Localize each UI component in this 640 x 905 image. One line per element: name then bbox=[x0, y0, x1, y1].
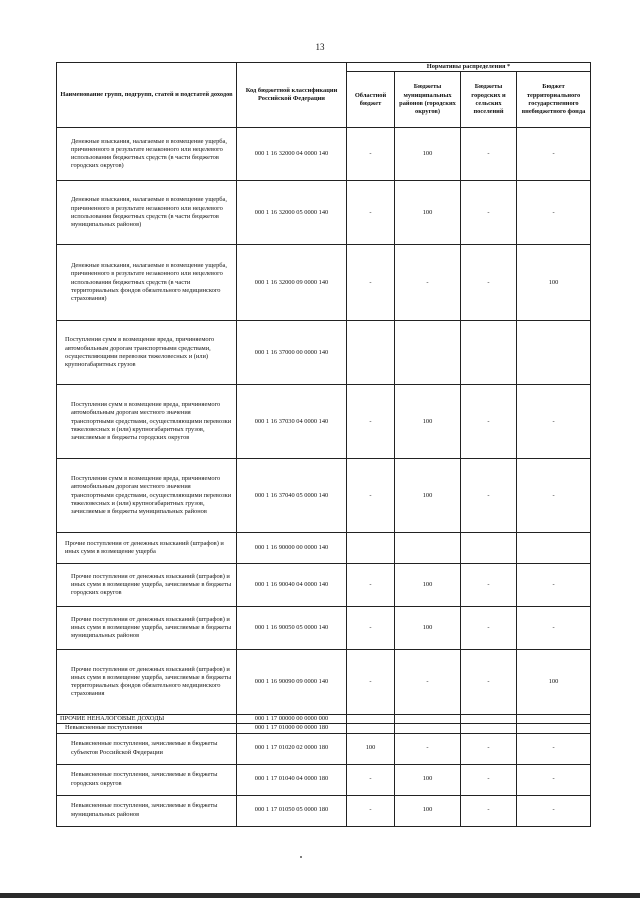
row-fund: - bbox=[517, 128, 591, 181]
row-fund: - bbox=[517, 564, 591, 607]
row-municipal: - bbox=[395, 245, 461, 321]
row-name: Невыясненные поступления bbox=[57, 724, 237, 733]
table-row bbox=[57, 607, 591, 650]
row-municipal bbox=[395, 533, 461, 564]
row-code: 000 1 16 37000 00 0000 140 bbox=[237, 321, 347, 385]
row-regional: - bbox=[347, 385, 395, 459]
table-row bbox=[57, 128, 591, 181]
row-municipal: 100 bbox=[395, 385, 461, 459]
row-municipal: 100 bbox=[395, 564, 461, 607]
row-fund: - bbox=[517, 733, 591, 764]
row-name: Прочие поступления от денежных взысканий (штрафов) и иных сумм в возмещение ущерба, зачисляемые в бюджеты муниципальных районов bbox=[57, 607, 237, 650]
row-name: ПРОЧИЕ НЕНАЛОГОВЫЕ ДОХОДЫ bbox=[57, 715, 237, 724]
row-name: Поступления сумм в возмещение вреда, причиняемого автомобильным дорогам местного значения транспортными средствами, осуществляющими перевозки тяжеловесных и (или) крупногабаритных грузов, зачисляемые в бюджеты муниципальных районов bbox=[57, 459, 237, 533]
row-code: 000 1 16 90000 00 0000 140 bbox=[237, 533, 347, 564]
table-row bbox=[57, 764, 591, 795]
row-regional bbox=[347, 715, 395, 724]
row-code: 000 1 17 00000 00 0000 000 bbox=[237, 715, 347, 724]
table-row bbox=[57, 724, 591, 733]
row-regional: - bbox=[347, 245, 395, 321]
row-name: Денежные взыскания, налагаемые в возмещение ущерба, причиненного в результате незаконного или нецелевого использования бюджетных средств (в части территориальных фондов обязательного медицинского страхования) bbox=[57, 245, 237, 321]
row-fund bbox=[517, 321, 591, 385]
row-fund: - bbox=[517, 181, 591, 245]
row-fund: - bbox=[517, 764, 591, 795]
row-name: Прочие поступления от денежных взысканий (штрафов) и иных сумм в возмещение ущерба, зачисляемые в бюджеты территориальных фондов обязательного медицинского страхования bbox=[57, 650, 237, 715]
row-municipal: 100 bbox=[395, 764, 461, 795]
row-fund: - bbox=[517, 459, 591, 533]
row-settlements: - bbox=[461, 564, 517, 607]
row-name: Денежные взыскания, налагаемые в возмещение ущерба, причиненного в результате незаконного или нецелевого использования бюджетных средств (в части бюджетов муниципальных районов) bbox=[57, 181, 237, 245]
row-code: 000 1 17 01040 04 0000 180 bbox=[237, 764, 347, 795]
row-regional: - bbox=[347, 128, 395, 181]
table-row bbox=[57, 533, 591, 564]
scan-bottom-edge bbox=[0, 893, 640, 898]
row-fund bbox=[517, 715, 591, 724]
row-code: 000 1 16 32000 04 0000 140 bbox=[237, 128, 347, 181]
row-fund: 100 bbox=[517, 650, 591, 715]
row-municipal: 100 bbox=[395, 128, 461, 181]
row-name: Денежные взыскания, налагаемые в возмещение ущерба, причиненного в результате незаконного или нецелевого использования бюджетных средств (в части бюджетов городских округов) bbox=[57, 128, 237, 181]
row-settlements: - bbox=[461, 245, 517, 321]
row-regional bbox=[347, 321, 395, 385]
header-name: Наименование групп, подгрупп, статей и подстатей доходов bbox=[57, 63, 237, 128]
row-code: 000 1 16 32000 09 0000 140 bbox=[237, 245, 347, 321]
row-fund bbox=[517, 533, 591, 564]
row-fund: - bbox=[517, 607, 591, 650]
row-code: 000 1 16 37040 05 0000 140 bbox=[237, 459, 347, 533]
row-fund: - bbox=[517, 795, 591, 826]
row-regional: - bbox=[347, 181, 395, 245]
row-municipal: - bbox=[395, 650, 461, 715]
row-code: 000 1 16 37030 04 0000 140 bbox=[237, 385, 347, 459]
row-settlements bbox=[461, 715, 517, 724]
table-row bbox=[57, 795, 591, 826]
row-municipal: 100 bbox=[395, 795, 461, 826]
table-row bbox=[57, 733, 591, 764]
header-regional: Областной бюджет bbox=[347, 72, 395, 128]
row-settlements: - bbox=[461, 795, 517, 826]
row-regional: - bbox=[347, 459, 395, 533]
row-settlements: - bbox=[461, 764, 517, 795]
row-settlements: - bbox=[461, 385, 517, 459]
row-settlements: - bbox=[461, 607, 517, 650]
row-regional: - bbox=[347, 650, 395, 715]
row-name: Невыясненные поступления, зачисляемые в бюджеты субъектов Российской Федерации bbox=[57, 733, 237, 764]
row-name: Невыясненные поступления, зачисляемые в бюджеты городских округов bbox=[57, 764, 237, 795]
row-fund bbox=[517, 724, 591, 733]
header-settlements: Бюджеты городских и сельских поселений bbox=[461, 72, 517, 128]
row-name: Поступления сумм в возмещение вреда, причиняемого автомобильным дорогам транспортными средствами, осуществляющими перевозки тяжеловесных и (или) крупногабаритных грузов bbox=[57, 321, 237, 385]
table-row bbox=[57, 650, 591, 715]
row-code: 000 1 16 90040 04 0000 140 bbox=[237, 564, 347, 607]
stray-dot bbox=[300, 856, 302, 858]
table-row bbox=[57, 181, 591, 245]
row-settlements: - bbox=[461, 733, 517, 764]
row-code: 000 1 17 01000 00 0000 180 bbox=[237, 724, 347, 733]
row-regional bbox=[347, 724, 395, 733]
row-regional bbox=[347, 533, 395, 564]
row-settlements: - bbox=[461, 128, 517, 181]
table-row bbox=[57, 459, 591, 533]
table-row bbox=[57, 245, 591, 321]
row-fund: - bbox=[517, 385, 591, 459]
page-number: 13 bbox=[315, 42, 325, 52]
revenue-distribution-table bbox=[56, 62, 591, 827]
row-code: 000 1 17 01020 02 0000 180 bbox=[237, 733, 347, 764]
row-municipal: - bbox=[395, 733, 461, 764]
row-settlements bbox=[461, 321, 517, 385]
table-row bbox=[57, 564, 591, 607]
row-settlements bbox=[461, 533, 517, 564]
row-settlements: - bbox=[461, 650, 517, 715]
row-name: Поступления сумм в возмещение вреда, причиняемого автомобильным дорогам местного значения транспортными средствами, осуществляющими перевозки тяжеловесных и (или) крупногабаритных грузов, зачисляемые в бюджеты городских округов bbox=[57, 385, 237, 459]
row-municipal bbox=[395, 715, 461, 724]
row-municipal bbox=[395, 321, 461, 385]
row-name: Невыясненные поступления, зачисляемые в бюджеты муниципальных районов bbox=[57, 795, 237, 826]
row-municipal: 100 bbox=[395, 607, 461, 650]
row-code: 000 1 16 90090 09 0000 140 bbox=[237, 650, 347, 715]
header-code: Код бюджетной классификации Российской Федерации bbox=[237, 63, 347, 128]
row-name: Прочие поступления от денежных взысканий (штрафов) и иных сумм в возмещение ущерба, зачисляемые в бюджеты городских округов bbox=[57, 564, 237, 607]
row-municipal: 100 bbox=[395, 181, 461, 245]
row-code: 000 1 17 01050 05 0000 180 bbox=[237, 795, 347, 826]
row-regional: - bbox=[347, 795, 395, 826]
row-municipal: 100 bbox=[395, 459, 461, 533]
row-code: 000 1 16 32000 05 0000 140 bbox=[237, 181, 347, 245]
row-name: Прочие поступления от денежных взысканий (штрафов) и иных сумм в возмещение ущерба bbox=[57, 533, 237, 564]
row-settlements: - bbox=[461, 459, 517, 533]
header-norms: Нормативы распределения * bbox=[347, 63, 591, 72]
table-row bbox=[57, 321, 591, 385]
row-code: 000 1 16 90050 05 0000 140 bbox=[237, 607, 347, 650]
row-settlements bbox=[461, 724, 517, 733]
row-regional: - bbox=[347, 607, 395, 650]
row-fund: 100 bbox=[517, 245, 591, 321]
table-row bbox=[57, 715, 591, 724]
row-regional: - bbox=[347, 764, 395, 795]
row-municipal bbox=[395, 724, 461, 733]
row-regional: 100 bbox=[347, 733, 395, 764]
header-fund: Бюджет территориального государственного внебюджетного фонда bbox=[517, 72, 591, 128]
header-municipal: Бюджеты муниципальных районов (городских округов) bbox=[395, 72, 461, 128]
row-settlements: - bbox=[461, 181, 517, 245]
row-regional: - bbox=[347, 564, 395, 607]
table-row bbox=[57, 385, 591, 459]
